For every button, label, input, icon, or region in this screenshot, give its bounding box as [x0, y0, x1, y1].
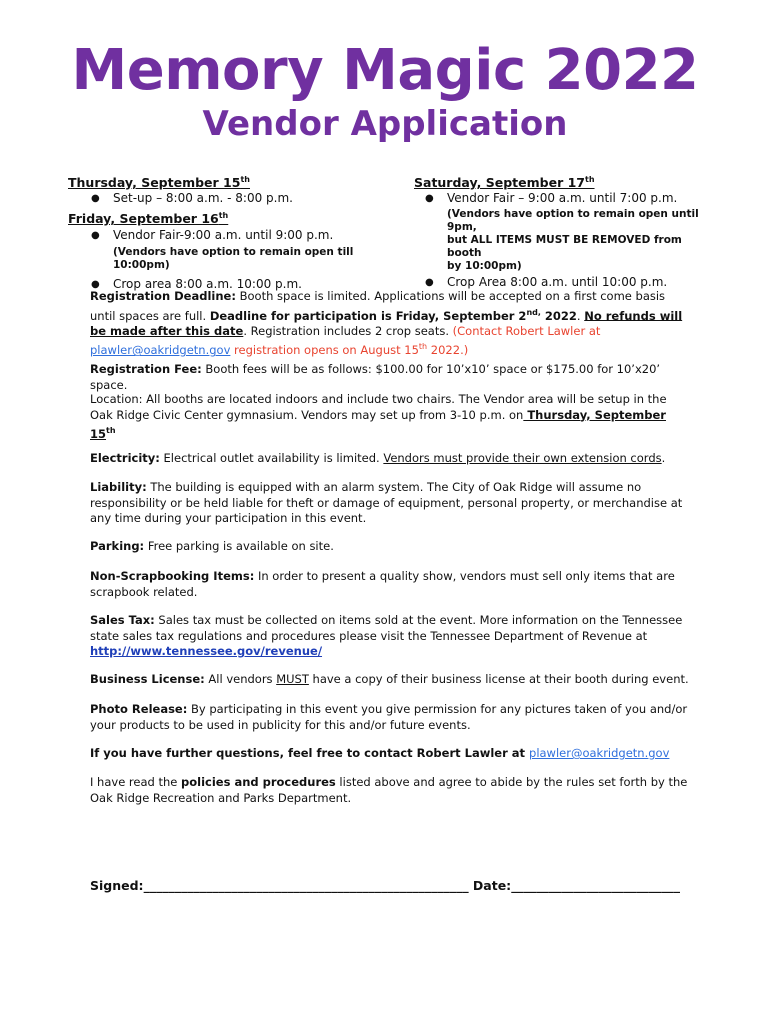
electricity: Electricity: Electrical outlet availability is limited. Vendors must provide their own extension cords.: [90, 451, 666, 465]
bullet-icon: ●: [91, 230, 100, 242]
parking: Parking: Free parking is available on site.: [90, 539, 334, 553]
signature-line: Signed:____________________________________________________ Date:___________________________: [90, 878, 680, 893]
thursday-heading: Thursday, September 15th: [68, 175, 250, 191]
bullet-icon: ●: [91, 193, 100, 205]
registration-email-link[interactable]: plawler@oakridgetn.gov: [90, 343, 231, 358]
date-field[interactable]: ___________________________: [511, 878, 680, 893]
registration-fee: Registration Fee: Booth fees will be as follows: $100.00 for 10’x10’ space or $175.00 for 10’x20’ space.: [90, 362, 661, 392]
friday-vendor-fair: ● Vendor Fair-9:00 a.m. until 9:00 p.m.: [91, 228, 334, 243]
friday-note: (Vendors have option to remain open till 10:00pm): [113, 246, 354, 272]
sales-tax: Sales Tax: Sales tax must be collected on items sold at the event. More information on the Tennessee state sales tax regulations and procedures please visit the Tennessee Department of Revenue at http://www.tennessee.gov/revenue/: [90, 613, 683, 658]
saturday-heading: Saturday, September 17th: [414, 175, 595, 191]
page-title: Memory Magic 2022: [71, 38, 699, 103]
saturday-crop-area: ● Crop Area 8:00 a.m. until 10:00 p.m.: [425, 275, 668, 290]
schedule-right: [414, 172, 714, 290]
contact-email-link[interactable]: plawler@oakridgetn.gov: [529, 746, 670, 760]
saturday-note: (Vendors have option to remain open until 9pm, but ALL ITEMS MUST BE REMOVED from booth by 10:00pm): [447, 208, 699, 273]
saturday-vendor-fair: ● Vendor Fair – 9:00 a.m. until 7:00 p.m.: [425, 191, 678, 206]
revenue-link[interactable]: http://www.tennessee.gov/revenue/: [90, 644, 323, 658]
friday-crop-area: ● Crop area 8:00 a.m. 10:00 p.m.: [91, 277, 302, 292]
questions: If you have further questions, feel free to contact Robert Lawler at plawler@oakridgetn.gov: [90, 746, 670, 760]
bullet-icon: ●: [425, 193, 434, 205]
signed-field[interactable]: ____________________________________________________: [143, 878, 469, 893]
non-scrapbooking-items: Non-Scrapbooking Items: In order to present a quality show, vendors must sell only items that are scrapbook related.: [90, 569, 675, 599]
friday-heading: Friday, September 16th: [68, 211, 229, 227]
agreement: I have read the policies and procedures listed above and agree to abide by the rules set forth by the Oak Ridge Recreation and Parks Department.: [90, 775, 688, 805]
schedule-left: [68, 172, 388, 292]
business-license: Business License: All vendors MUST have a copy of their business license at their booth during event.: [90, 672, 689, 686]
location: Location: All booths are located indoors and include two chairs. The Vendor area will be setup in the Oak Ridge Civic Center gymnasium. Vendors may set up from 3-10 p.m. on Thursday, September 15th: [90, 392, 667, 441]
thursday-setup: ● Set-up – 8:00 a.m. - 8:00 p.m.: [91, 191, 293, 206]
bullet-icon: ●: [91, 279, 100, 291]
page-subtitle: Vendor Application: [202, 104, 568, 144]
bullet-icon: ●: [425, 277, 434, 289]
photo-release: Photo Release: By participating in this event you give permission for any pictures taken of you and/or your products to be used in publicity for this and/or future events.: [90, 702, 688, 732]
liability: Liability: The building is equipped with an alarm system. The City of Oak Ridge will assume no responsibility or be held liable for theft or damage of equipment, personal property, or merchandise at any time during your participation in this event.: [90, 480, 683, 525]
registration-deadline: Registration Deadline: Booth space is limited. Applications will be accepted on a first come basis until spaces are full. Deadline for participation is Friday, September $2^{nd,}$ 2022. No refunds will be made after this date. Registration includes 2 crop seats. (Contact Robert Lawler at plawler@oakridgetn.gov registration opens on August 15th 2022.): [90, 289, 683, 358]
